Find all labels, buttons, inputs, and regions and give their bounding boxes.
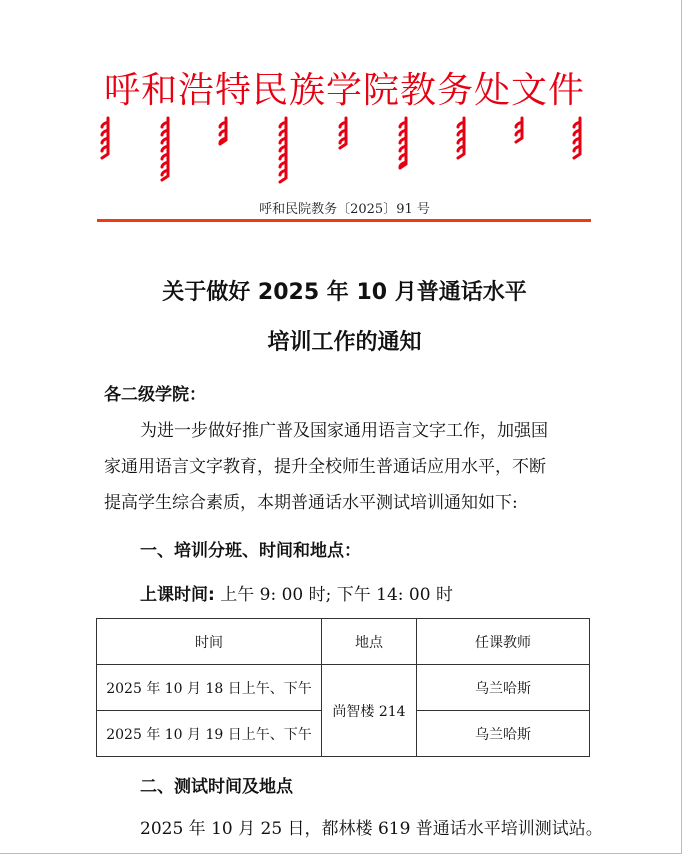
cell-teacher: 乌兰哈斯 [417, 711, 590, 757]
cell-location: 尚智楼 214 [322, 665, 417, 757]
cell-time: 2025 年 10 月 18 日上午、下午 [97, 665, 322, 711]
class-time-value: 上午 9: 00 时; 下午 14: 00 时 [220, 585, 453, 605]
notice-title-line1: 关于做好 2025 年 10 月普通话水平 [162, 280, 527, 305]
mongolian-script-logo [96, 114, 596, 184]
schedule-table [96, 618, 590, 757]
body-line: 提高学生综合素质，本期普通话水平测试培训通知如下: [104, 493, 518, 513]
table-header-row [97, 619, 590, 665]
section2-heading: 二、测试时间及地点 [140, 777, 293, 797]
header-location: 地点 [322, 619, 417, 665]
mongolian-word-glyph [280, 118, 286, 182]
header-divider [97, 219, 591, 222]
mongolian-word-glyph [400, 118, 406, 168]
header-time: 时间 [97, 619, 322, 665]
header-teacher: 任课教师 [417, 619, 590, 665]
class-time-label: 上课时间: [140, 585, 215, 605]
document-number: 呼和民院教务〔2025〕91 号 [259, 202, 430, 217]
mongolian-word-glyph [162, 118, 168, 180]
notice-title-line2: 培训工作的通知 [267, 330, 422, 355]
body-line: 家通用语言文字教育，提升全校师生普通话应用水平，不断 [104, 457, 546, 477]
section1-heading: 一、培训分班、时间和地点： [140, 541, 361, 561]
salutation: 各二级学院： [104, 385, 206, 405]
table-row [97, 665, 590, 711]
org-header-title: 呼和浩特民族学院教务处文件 [103, 70, 585, 111]
mongolian-word-glyph [458, 118, 464, 158]
mongolian-word-glyph [340, 118, 346, 148]
cell-time: 2025 年 10 月 19 日上午、下午 [97, 711, 322, 757]
section2-text: 2025 年 10 月 25 日，都林楼 619 普通话水平培训测试站。 [140, 819, 603, 839]
mongolian-word-glyph [516, 118, 522, 142]
mongolian-word-glyph [102, 118, 108, 158]
mongolian-word-glyph [220, 118, 226, 144]
body-line: 为进一步做好推广普及国家通用语言文字工作，加强国 [140, 421, 548, 441]
cell-teacher: 乌兰哈斯 [417, 665, 590, 711]
mongolian-word-glyph [574, 118, 580, 158]
